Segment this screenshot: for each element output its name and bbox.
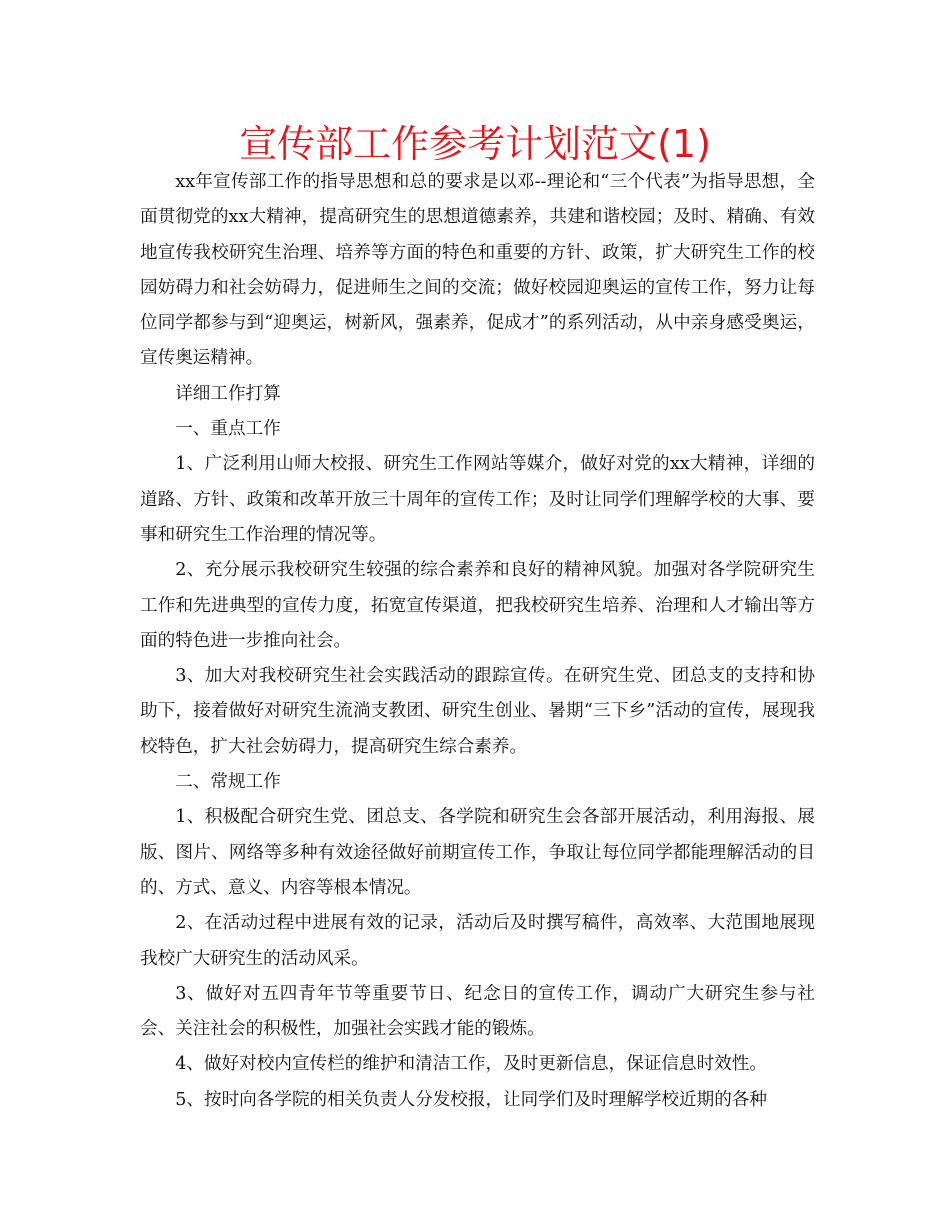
paragraph-plan-heading: 详细工作打算 [175,383,281,404]
paragraph-intro: xx年宣传部工作的指导思想和总的要求是以邓--理论和“三个代表”为指导思想，全面贯彻党的xx大精神，提高研究生的思想道德素养，共建和谐校园；及时、精确、有效地宣传我校研究生治理、培养等方面的特色和重要的方针、政策，扩大研究生工作的校园妨碍力和社会妨碍力，促进师生之间的交流；做好校园迎奥运的宣传工作，努力让每位同学都参与到“迎奥运，树新风，强素养，促成才”的系列活动，从中亲身感受奥运，宣传奥运精神。 [140,172,815,369]
paragraph-routine-1: 1、积极配合研究生党、团总支、各学院和研究生会各部开展活动，利用海报、展版、图片、网络等多种有效途径做好前期宣传工作，争取让每位同学都能理解活动的目的、方式、意义、内容等根本情况。 [140,807,815,898]
document-body [140,165,815,1118]
paragraph-key-2: 2、充分展示我校研究生较强的综合素养和良好的精神风貌。加强对各学院研究生工作和先进典型的宣传力度，拓宽宣传渠道，把我校研究生培养、治理和人才输出等方面的特色进一步推向社会。 [140,560,815,651]
paragraph-section-key-work: 一、重点工作 [175,419,281,440]
document-title: 宣传部工作参考计划范文(1) [239,122,711,166]
paragraph-routine-3: 3、做好对五四青年节等重要节日、纪念日的宣传工作，调动广大研究生参与社会、关注社会的积极性，加强社会实践才能的锻炼。 [140,983,815,1040]
paragraph-routine-5: 5、按时向各学院的相关负责人分发校报，让同学们及时理解学校近期的各种 [175,1089,767,1110]
paragraph-routine-4: 4、做好对校内宣传栏的维护和清洁工作，及时更新信息，保证信息时效性。 [175,1054,767,1075]
paragraph-key-3: 3、加大对我校研究生社会实践活动的跟踪宣传。在研究生党、团总支的支持和协助下，接着做好对研究生流淌支教团、研究生创业、暑期“三下乡”活动的宣传，展现我校特色，扩大社会妨碍力，提高研究生综合素养。 [140,666,815,757]
paragraph-key-1: 1、广泛利用山师大校报、研究生工作网站等媒介，做好对党的xx大精神，详细的道路、方针、政策和改革开放三十周年的宣传工作；及时让同学们理解学校的大事、要事和研究生工作治理的情况等。 [140,454,815,545]
paragraph-routine-2: 2、在活动过程中进展有效的记录，活动后及时撰写稿件，高效率、大范围地展现我校广大研究生的活动风采。 [140,913,815,969]
paragraph-section-routine-work: 二、常规工作 [175,772,281,793]
